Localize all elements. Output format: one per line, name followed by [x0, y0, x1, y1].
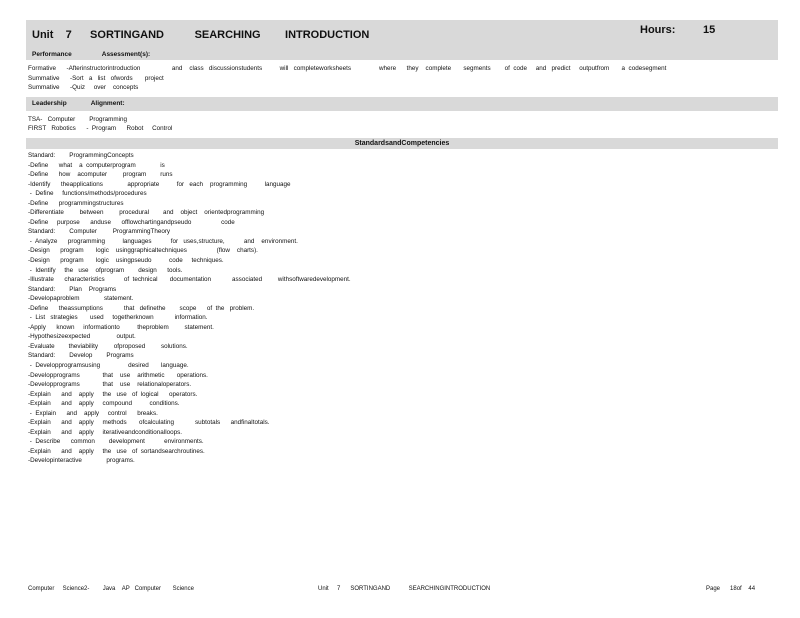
standard-heading: Standard: Plan Programs — [28, 285, 117, 293]
competency-item: -Developinteractive programs. — [28, 457, 135, 465]
leadership-item: TSA- Computer Programming — [28, 115, 128, 123]
competency-item: -Define purpose anduse offlowchartingandpseudo code — [28, 218, 235, 226]
leadership-bar — [26, 97, 778, 111]
competency-item: - Explain and apply control breaks. — [28, 409, 158, 417]
competency-item: -Apply known informationto theproblem statement. — [28, 323, 214, 331]
standard-heading: Standard: ProgrammingConcepts — [28, 151, 134, 159]
document-page — [26, 20, 778, 466]
standards-list — [26, 149, 778, 466]
unit-title: Unit 7 SORTINGAND SEARCHING INTRODUCTION — [32, 29, 370, 41]
competency-item: -Explain and apply iterativeandconditionalloops. — [28, 428, 183, 436]
leadership-list — [26, 111, 778, 136]
standard-heading: Standard: Computer ProgrammingTheory — [28, 228, 171, 236]
leadership-label: Leadership — [32, 100, 67, 108]
competency-item: - Analyze programming languages for uses,structure, and environment. — [28, 237, 298, 245]
competency-item: -Design program logic usingpseudo code techniques. — [28, 256, 224, 264]
section-title: StandardsandCompetencies — [354, 139, 450, 147]
competency-item: -Developaproblem statement. — [28, 295, 134, 303]
leadership-item: FIRST Robotics - Program Robot Control — [28, 125, 173, 133]
competency-item: -Hypothesizeexpected output. — [28, 333, 136, 341]
assessment-item: Formative -Afterinstructorintroduction and class discussionstudents will completeworksheets where they complete segments of code and predict outputfrom a codesegment — [28, 65, 667, 72]
competency-item: -Explain and apply compound conditions. — [28, 400, 180, 408]
competency-item: -Define programmingstructures — [28, 199, 124, 207]
competency-item: -Define theassumptions that definethe scope of the problem. — [28, 304, 255, 312]
footer-unit: Unit 7 SORTINGAND SEARCHINGINTRODUCTION — [318, 586, 491, 592]
competency-item: -Differentiate between procedural and object orientedprogramming — [28, 209, 265, 217]
competency-item: -Explain and apply the use of sortandsearchroutines. — [28, 447, 205, 455]
competency-item: -Illustrate characteristics of technical documentation associated withsoftwaredevelopment. — [28, 276, 351, 284]
unit-title-bar — [26, 20, 778, 50]
competency-item: - Identify the use ofprogram design tools. — [28, 266, 183, 274]
standard-heading: Standard: Develop Programs — [28, 352, 134, 360]
competency-item: -Explain and apply the use of logical operators. — [28, 390, 198, 398]
competency-item: - Define functions/methods/procedures — [28, 190, 147, 198]
page-footer — [28, 586, 778, 596]
competency-item: -Define what a computerprogram is — [28, 161, 165, 169]
performance-label: Performance — [32, 50, 72, 58]
competency-item: -Explain and apply methods ofcalculating subtotals andfinaltotals. — [28, 419, 270, 427]
competency-item: -Define how acomputer program runs — [28, 171, 173, 179]
assessment-list — [26, 60, 778, 95]
competency-item: -Evaluate theviability ofproposed solutions. — [28, 342, 188, 350]
assessment-item: Summative -Sort a list ofwords project — [28, 74, 164, 82]
assessment-item: Summative -Quiz over concepts — [28, 84, 139, 92]
competency-item: - Describe common development environments. — [28, 438, 204, 446]
hours-label: Hours: 15 — [640, 24, 716, 36]
competency-item: -Design program logic usinggraphicaltechniques (flow charts). — [28, 247, 258, 255]
competency-item: - Developprogramsusing desired language. — [28, 362, 189, 369]
footer-page-number: Page 18of 44 — [706, 586, 756, 592]
alignment-label: Alignment: — [90, 100, 125, 108]
competency-item: -Identify theapplications appropriate for each programming language — [28, 180, 291, 188]
competency-item: -Developprograms that use relationaloperators. — [28, 381, 192, 389]
assessment-label: Assessment(s): — [101, 50, 151, 58]
competency-item: -Developprograms that use arithmetic operations. — [28, 371, 208, 379]
standards-section-header — [26, 138, 778, 149]
competency-item: - List strategies used togetherknown information. — [28, 314, 208, 322]
footer-course: Computer Science2- Java AP Computer Science — [28, 586, 194, 592]
